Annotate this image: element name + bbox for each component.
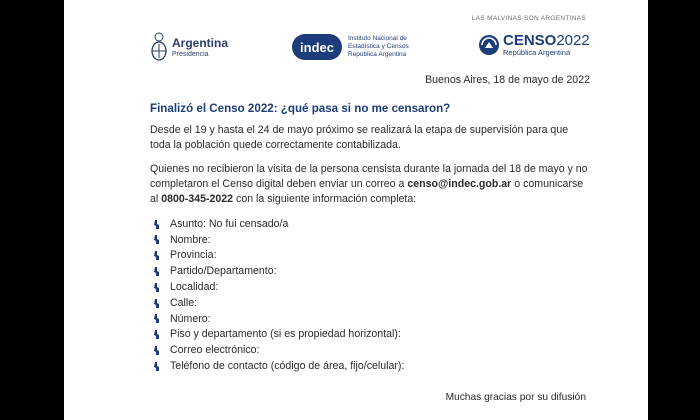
document-date: Buenos Aires, 18 de mayo de 2022 — [425, 74, 590, 86]
censo-year: 2022 — [556, 32, 590, 49]
malvinas-banner: LAS MALVINAS SON ARGENTINAS — [471, 15, 586, 22]
bullet-pin-icon — [153, 298, 162, 309]
bullet-pin-icon — [153, 345, 162, 356]
bullet-pin-icon — [153, 361, 162, 372]
list-item — [150, 264, 590, 280]
bullet-pin-icon — [153, 282, 162, 293]
list-item — [150, 279, 590, 295]
indec-logo — [292, 34, 409, 60]
argentina-title: Argentina — [172, 35, 229, 50]
list-item-label: Localidad: — [170, 280, 219, 293]
paragraph-supervision: Desde el 19 y hasta el 24 de mayo próximo se realizará la etapa de supervisión para que toda la población quede correctamente contabilizada. — [150, 124, 569, 152]
list-item-label: Correo electrónico: — [170, 344, 260, 357]
indec-line-1: Instituto Nacional de — [348, 34, 407, 42]
list-item — [150, 311, 590, 327]
instructions-text-c: con la siguiente información completa: — [233, 193, 417, 206]
indec-line-2: Estadística y Censos — [348, 42, 409, 50]
indec-oval: indec — [292, 34, 342, 60]
instructions-text-a: Quienes no recibieron la visita de la persona censista durante la jornada del 18 de mayo y no completaron el Censo digital deben enviar un correo a — [150, 163, 588, 191]
bullet-pin-icon — [153, 250, 162, 261]
bullet-pin-icon — [153, 219, 162, 230]
list-item — [150, 327, 590, 343]
list-item-label: Calle: — [170, 296, 198, 309]
presidencia-label: Presidencia — [172, 50, 209, 58]
contact-phone: 0800-345-2022 — [161, 193, 234, 206]
censo-2022-logo — [478, 33, 590, 57]
list-item — [150, 248, 590, 264]
list-item-label: Partido/Departamento: — [170, 265, 277, 278]
document-body — [150, 70, 590, 374]
thanks-note: Muchas gracias por su difusión — [445, 392, 586, 403]
list-item-label: Teléfono de contacto (código de área, fijo/celular): — [170, 359, 405, 372]
required-info-list — [150, 216, 590, 374]
list-item-label: Nombre: — [170, 233, 211, 246]
list-item — [150, 295, 590, 311]
bullet-pin-icon — [153, 313, 162, 324]
coat-of-arms-icon — [150, 32, 168, 62]
bullet-pin-icon — [153, 234, 162, 245]
paragraph-instructions — [150, 162, 590, 207]
indec-line-3: República Argentina — [348, 51, 407, 59]
censo-word: CENSO — [503, 32, 557, 49]
list-item-label: Provincia: — [170, 249, 217, 262]
list-item — [150, 358, 590, 374]
list-item-label: Piso y departamento (si es propiedad horizontal): — [170, 328, 401, 341]
list-item — [150, 232, 590, 248]
censo-subtitle: República Argentina — [503, 48, 571, 57]
censo-circle-icon — [478, 34, 500, 56]
document-page — [64, 0, 648, 420]
list-item-label: Número: — [170, 312, 211, 325]
document-title: Finalizó el Censo 2022: ¿qué pasa si no me censaron? — [150, 102, 451, 115]
bullet-pin-icon — [153, 266, 162, 277]
argentina-presidencia-logo — [150, 32, 228, 62]
instructions-text-b: o comunicarse al — [150, 178, 584, 206]
list-item — [150, 216, 590, 232]
list-item — [150, 343, 590, 359]
contact-email: censo@indec.gob.ar — [407, 178, 512, 191]
bullet-pin-icon — [153, 329, 162, 340]
logo-header — [64, 30, 648, 66]
list-item-label: Asunto: No fui censado/a — [170, 217, 289, 230]
